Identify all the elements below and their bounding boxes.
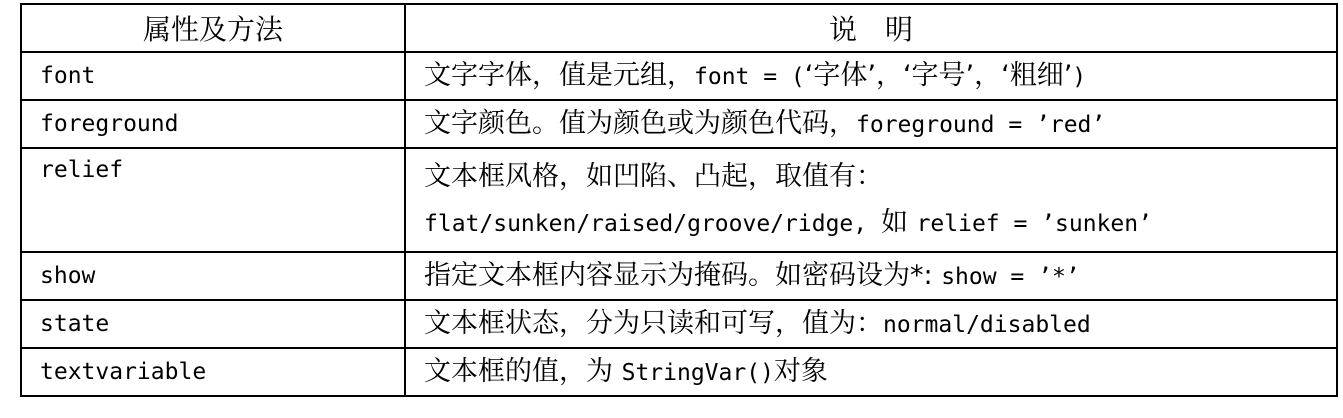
description-line <box>424 349 1324 395</box>
attribute-description <box>405 100 1337 148</box>
table-row <box>21 148 1337 252</box>
description-text: 文本框风格，如凹陷、凸起，取值有： <box>424 161 883 192</box>
code-text: normal/disabled <box>883 312 1091 338</box>
description-text: 文本框状态，分为只读和可写，值为： <box>424 308 883 339</box>
table-row <box>21 348 1337 396</box>
description-text: 文字字体，值是元组， <box>424 60 694 91</box>
code-text: flat/sunken/raised/groove/ridge, <box>424 211 881 237</box>
attribute-name: textvariable <box>21 348 405 396</box>
code-text: StringVar() <box>621 360 774 386</box>
description-line <box>424 200 1324 246</box>
description-line <box>424 101 1324 147</box>
attribute-description <box>405 300 1337 348</box>
code-text: ) <box>1072 64 1087 90</box>
attribute-name: relief <box>21 148 405 252</box>
header-description: 说 明 <box>405 4 1337 52</box>
description-text: 对象 <box>773 356 828 387</box>
description-text: ‘字体’，‘字号’，‘粗细’ <box>804 60 1073 91</box>
code-text: show = ’*’ <box>941 264 1080 290</box>
header-attribute: 属性及方法 <box>21 4 405 52</box>
table-row <box>21 52 1337 100</box>
attribute-name: state <box>21 300 405 348</box>
description-line <box>424 253 1324 299</box>
table-row <box>21 300 1337 348</box>
description-text: 指定文本框内容显示为掩码。如密码设为*: <box>424 260 942 291</box>
code-text: font = ( <box>694 64 805 90</box>
attribute-description <box>405 252 1337 300</box>
attribute-name: foreground <box>21 100 405 148</box>
attribute-description <box>405 348 1337 396</box>
description-line <box>424 53 1324 99</box>
description-line <box>424 301 1324 347</box>
code-text: foreground = ’red’ <box>856 112 1106 138</box>
description-line <box>424 154 1324 200</box>
header-row <box>21 4 1337 52</box>
attribute-description <box>405 52 1337 100</box>
description-text: 文字颜色。值为颜色或为颜色代码， <box>424 108 856 139</box>
attribute-name: font <box>21 52 405 100</box>
code-text: relief = ’sunken’ <box>916 211 1152 237</box>
attribute-description <box>405 148 1337 252</box>
description-text: 文本框的值，为 <box>424 356 622 387</box>
description-text: 如 <box>880 207 917 238</box>
table-row <box>21 100 1337 148</box>
attribute-table <box>20 3 1338 397</box>
attribute-name: show <box>21 252 405 300</box>
table-row <box>21 252 1337 300</box>
